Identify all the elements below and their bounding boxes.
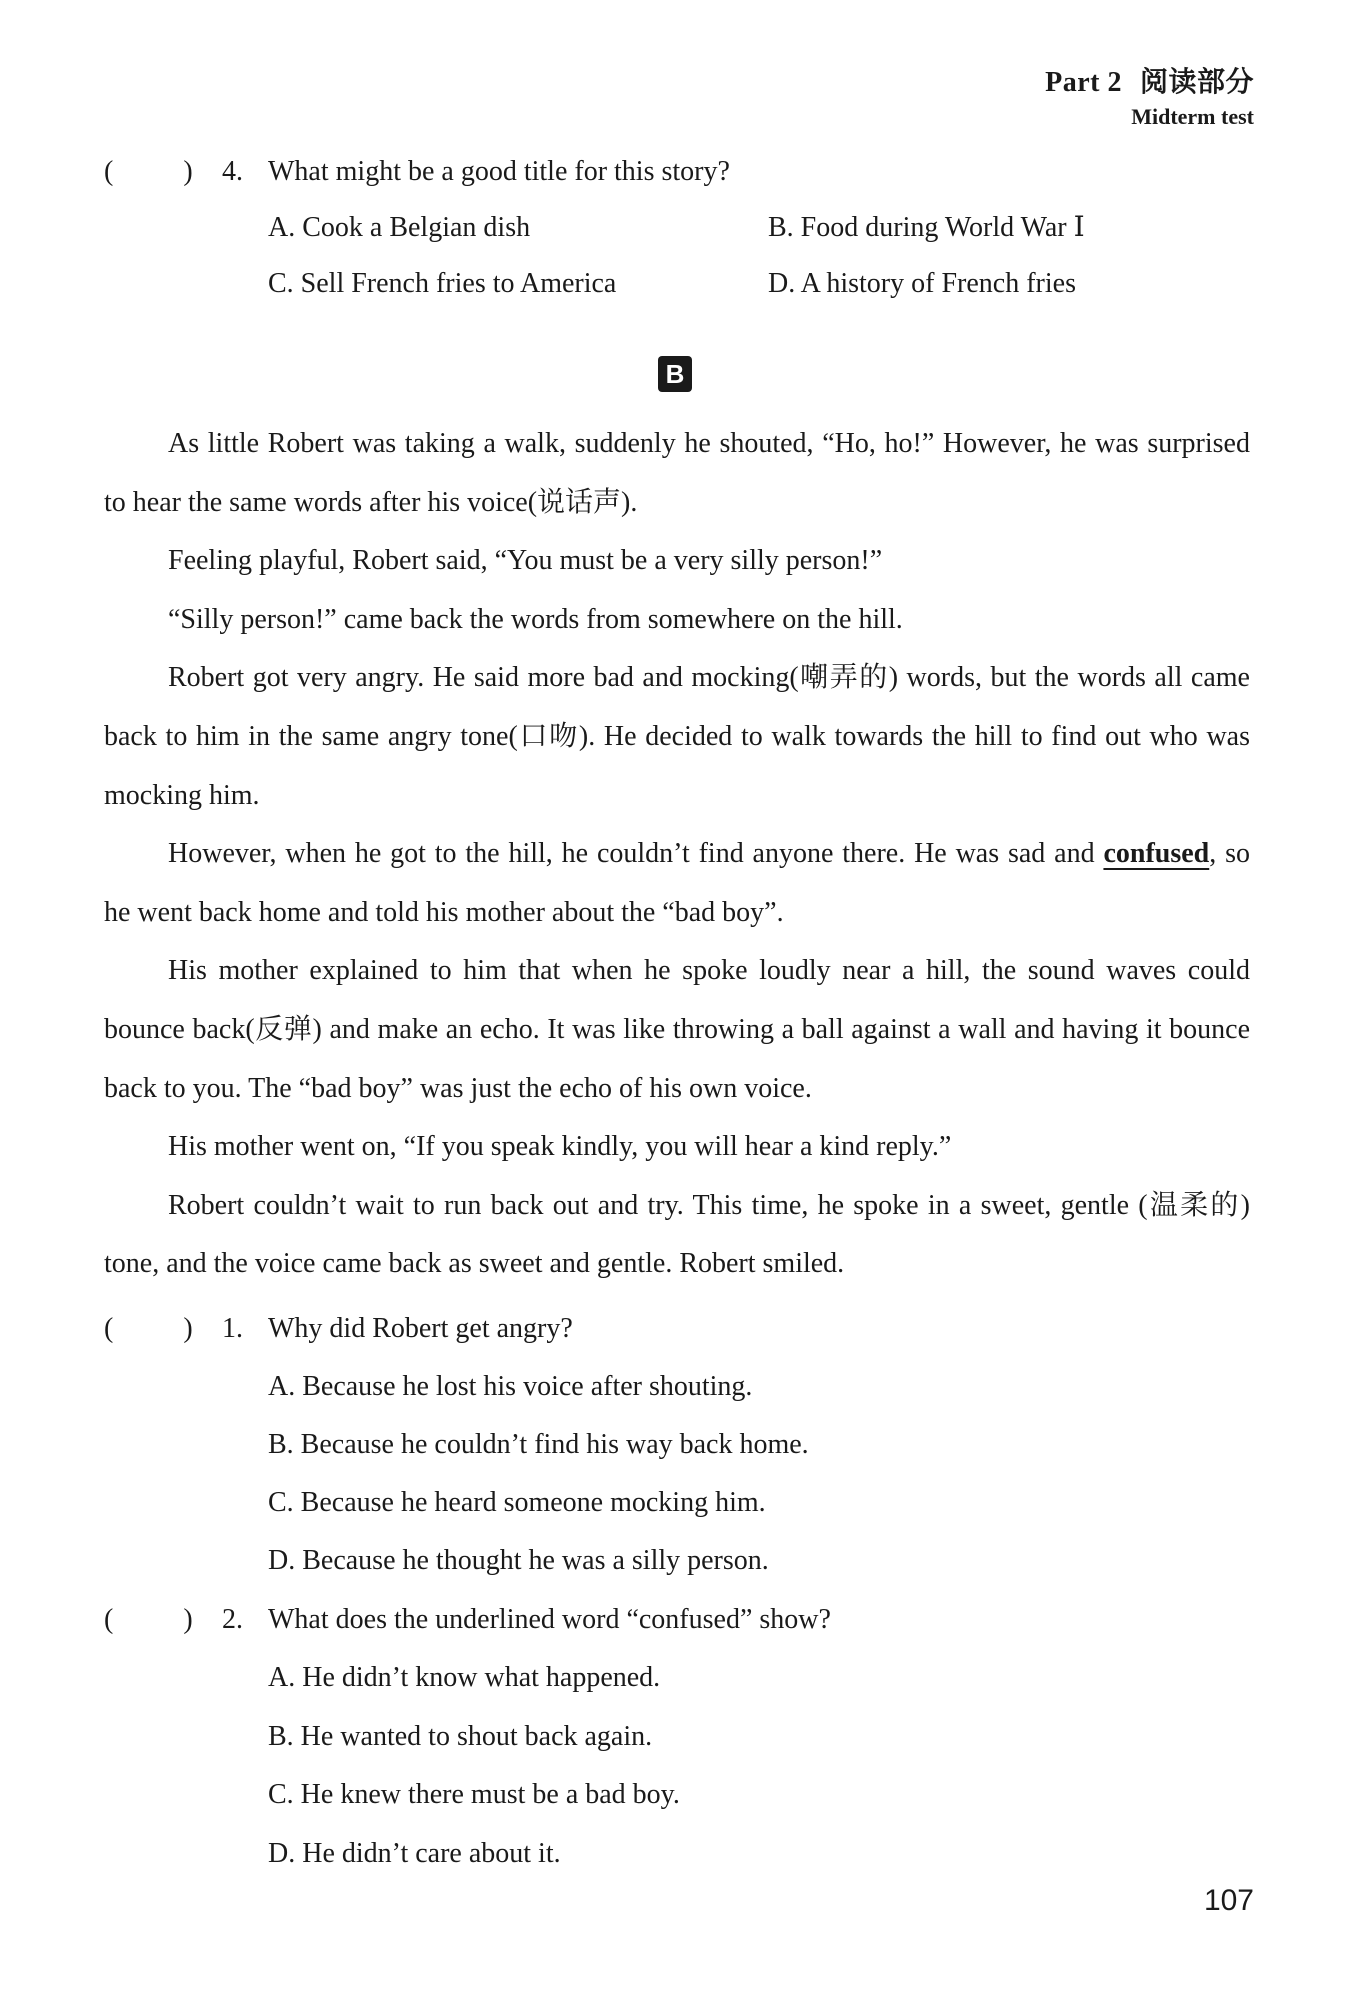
- underlined-word-confused: confused: [1103, 838, 1210, 870]
- page-number: 107: [1203, 1884, 1254, 1917]
- bracket-open: (: [104, 156, 114, 187]
- q2-option-d: D. He didn’t care about it.: [268, 1838, 561, 1869]
- question-2-text: What does the underlined word “confused” show?: [268, 1604, 831, 1635]
- question-2-number: 2.: [222, 1604, 243, 1635]
- q2-option-a: A. He didn’t know what happened.: [268, 1662, 661, 1693]
- q2-option-c: C. He knew there must be a bad boy.: [268, 1779, 680, 1810]
- section-title-cn: 阅读部分: [1139, 65, 1254, 98]
- q1-option-c: C. Because he heard someone mocking him.: [268, 1487, 766, 1518]
- passage-paragraph-3: “Silly person!” came back the words from somewhere on the hill.: [168, 603, 903, 635]
- q1-option-b: B. Because he couldn’t find his way back home.: [268, 1429, 809, 1460]
- bracket-close: ): [183, 1604, 193, 1635]
- answer-bracket-q2[interactable]: [104, 1606, 193, 1634]
- q4-option-c: C. Sell French fries to America: [268, 268, 617, 299]
- passage-paragraph-5: However, when he got to the hill, he couldn’t find anyone there. He was sad and confused, so he went back home and told his mother about the “bad boy”.: [104, 838, 1250, 928]
- q4-option-d: D. A history of French fries: [768, 268, 1076, 299]
- q4-option-b: B. Food during World War Ⅰ: [768, 212, 1085, 243]
- q1-option-a: A. Because he lost his voice after shouting.: [268, 1371, 753, 1402]
- q4-option-a: A. Cook a Belgian dish: [268, 212, 531, 243]
- bracket-open: (: [104, 1604, 114, 1635]
- passage-paragraph-2: Feeling playful, Robert said, “You must be a very silly person!”: [168, 545, 883, 577]
- reading-passage: [104, 415, 1250, 1294]
- passage-paragraph-8: Robert couldn’t wait to run back out and try. This time, he spoke in a sweet, gentle (温柔的) tone, and the voice came back as sweet and gentle. Robert smiled.: [104, 1189, 1250, 1280]
- answer-bracket-q1[interactable]: [104, 1315, 193, 1343]
- section-b-badge: B: [658, 356, 692, 392]
- question-1-number: 1.: [222, 1313, 243, 1344]
- header-subtitle: Midterm test: [1131, 104, 1254, 129]
- question-4-number: 4.: [222, 156, 243, 187]
- passage-paragraph-7: His mother went on, “If you speak kindly, you will hear a kind reply.”: [168, 1131, 952, 1163]
- bracket-open: (: [104, 1313, 114, 1344]
- bracket-close: ): [183, 1313, 193, 1344]
- part-label: Part 2: [1045, 67, 1122, 98]
- question-4-text: What might be a good title for this story?: [268, 156, 730, 187]
- answer-bracket-q4[interactable]: [104, 158, 193, 186]
- q2-option-b: B. He wanted to shout back again.: [268, 1721, 653, 1752]
- q1-option-d: D. Because he thought he was a silly person.: [268, 1545, 769, 1576]
- header-part-title: [1045, 60, 1254, 100]
- bracket-close: ): [183, 156, 193, 187]
- passage-paragraph-1: As little Robert was taking a walk, suddenly he shouted, “Ho, ho!” However, he was surprised to hear the same words after his voice(说话声).: [104, 428, 1250, 518]
- question-1-text: Why did Robert get angry?: [268, 1313, 573, 1344]
- passage-paragraph-6: His mother explained to him that when he spoke loudly near a hill, the sound waves could bounce back(反弹) and make an echo. It was like throwing a ball against a wall and having it bounce back to you. The “bad boy” was just the echo of his own voice.: [104, 955, 1250, 1104]
- passage-paragraph-4: Robert got very angry. He said more bad and mocking(嘲弄的) words, but the words all came back to him in the same angry tone(口吻). He decided to walk towards the hill to find out who was mocking him.: [104, 662, 1250, 811]
